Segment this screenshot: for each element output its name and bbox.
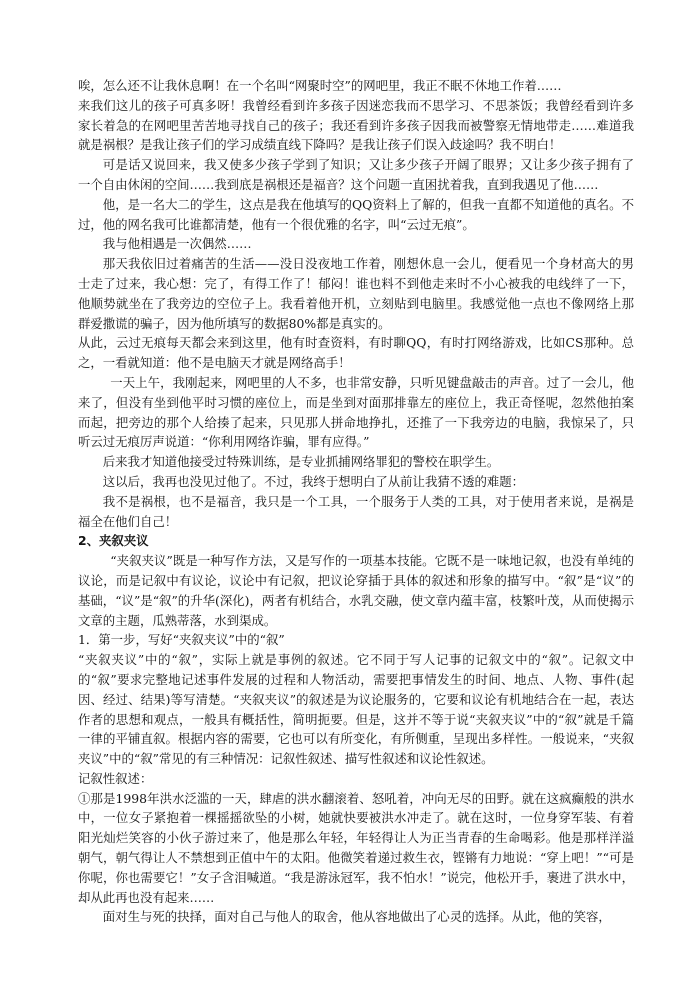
paragraph: “夹叙夹议”既是一种写作方法，又是写作的一项基本技能。它既不是一味地记叙，也没有单纯的议论，而是记叙中有议论，议论中有记叙，把议论穿插于具体的叙述和形象的描写中。“叙”是“议”的基础，“议”是“叙”的升华(深化)，两者有机结合，水乳交融，使文章内蕴丰富，枝繁叶茂，从而使揭示文章的主题，瓜熟蒂落，水到渠成。 bbox=[78, 553, 634, 628]
paragraph: 那天我依旧过着痛苦的生活——没日没夜地工作着，刚想休息一会儿，便看见一个身材高大的男士走了过来，我心想：完了，有得工作了！郁闷！谁也料不到他走来时不小心被我的电线绊了一下，他顺势就坐在了我旁边的空位子上。我看着他开机，立刻贴到电脑里。我感觉他一点也不像网络上那群爱撒谎的骗子，因为他所填写的数据80%都是真实的。 bbox=[78, 256, 634, 331]
paragraph: 唉，怎么还不让我休息啊！在一个名叫“网聚时空”的网吧里，我正不眠不休地工作着…… bbox=[78, 78, 562, 93]
paragraph: 面对生与死的抉择，面对自己与他人的取舍，他从容地做出了心灵的选择。从此，他的笑容， bbox=[102, 909, 611, 925]
story-section bbox=[78, 76, 634, 531]
paragraph: 从此，云过无痕每天都会来到这里，他有时查资料，有时聊QQ，有时打网络游戏，比如CS那种。总之，一看就知道：他不是电脑天才就是网络高手！ bbox=[78, 335, 634, 371]
paragraph-label: 记叙性叙述： bbox=[78, 770, 153, 786]
paragraph: 我与他相遇是一次偶然…… bbox=[102, 236, 252, 252]
paragraph: ①那是1998年洪水泛滥的一天，肆虐的洪水翻滚着、怒吼着，冲向无尽的田野。就在这疯癫般的洪水中，一位女子紧抱着一棵摇摇欲坠的小树，她就快要被洪水冲走了。就在这时，一位身穿军装、有着阳光灿烂笑容的小伙子游过来了，他是那么年轻，年轻得让人为正当青春的生命喝彩。他是那样洋溢朝气，朝气得让人不禁想到正值中午的太阳。他微笑着递过救生衣，铿锵有力地说：“穿上吧！”“可是你呢，你也需要它！”女子含泪喊道。“我是游泳冠军，我不怕水！”说完，他松开手，裹进了洪水中，却从此再也没有起来…… bbox=[78, 790, 634, 905]
paragraph: 一天上午，我刚起来，网吧里的人不多，也非常安静，只听见键盘敲击的声音。过了一会儿，他来了，但没有坐到他平时习惯的座位上，而是坐到对面那排靠左的座位上，我正奇怪呢，忽然他拍案而起，把旁边的那个人给揍了起来，只见那人拼命地挣扎，还推了一下我旁边的电脑，我惊呆了，只听云过无痕厉声说道：“你利用网络诈骗，罪有应得。” bbox=[78, 374, 634, 450]
paragraph: 这以后，我再也没见过他了。不过，我终于想明白了从前让我猜不透的难题： bbox=[102, 473, 525, 489]
subheading: 1．第一步，写好“夹叙夹议”中的“叙” bbox=[78, 632, 285, 648]
paragraph: 后来我才知道他接受过特殊训练，是专业抓捕网络罪犯的警校在职学生。 bbox=[102, 454, 500, 470]
paragraph: 来我们这儿的孩子可真多呀！我曾经看到许多孩子因迷恋我而不思学习、不思茶饭；我曾经看到许多家长着急的在网吧里苦苦地寻找自己的孩子；我还看到许多孩子因我而被警察无情地带走……难道我就是祸根？是我让孩子们的学习成绩直线下降吗？是我让孩子们误入歧途吗？我不明白！ bbox=[78, 97, 634, 153]
paragraph: “夹叙夹议”中的“叙”，实际上就是事例的叙述。它不同于写人记事的记叙文中的“叙”。记叙文中的“叙”要求完整地记述事件发展的过程和人物活动，需要把事情发生的时间、地点、人物、事件(起因、经过、结果)等写清楚。“夹叙夹议”的叙述是为议论服务的，它要和议论有机地结合在一起，表达作者的思想和观点，一般具有概括性，简明扼要。但是，这并不等于说“夹叙夹议”中的“叙”就是千篇一律的平铺直叙。根据内容的需要，它也可以有所变化，有所侧重，呈现出多样性。一般说来，“夹叙夹议”中的“叙”常见的有三种情况：记叙性叙述、描写性叙述和议论性叙述。 bbox=[78, 652, 634, 767]
paragraph: 我不是祸根，也不是福音，我只是一个工具，一个服务于人类的工具，对于使用者来说，是祸是福全在他们自己！ bbox=[78, 493, 634, 529]
section-heading: 2、夹叙夹议 bbox=[78, 533, 149, 549]
essay-section bbox=[78, 551, 634, 927]
paragraph: 可是话又说回来，我又使多少孩子学到了知识；又让多少孩子开阔了眼界；又让多少孩子拥有了一个自由休闲的空间……我到底是祸根还是福音？这个问题一直困扰着我，直到我遇见了他…… bbox=[78, 157, 634, 192]
paragraph: 他，是一名大二的学生，这点是我在他填写的QQ资料上了解的，但我一直都不知道他的真名。不过，他的网名我可比谁都清楚，他有一个很优雅的名字，叫“云过无痕”。 bbox=[78, 196, 634, 232]
